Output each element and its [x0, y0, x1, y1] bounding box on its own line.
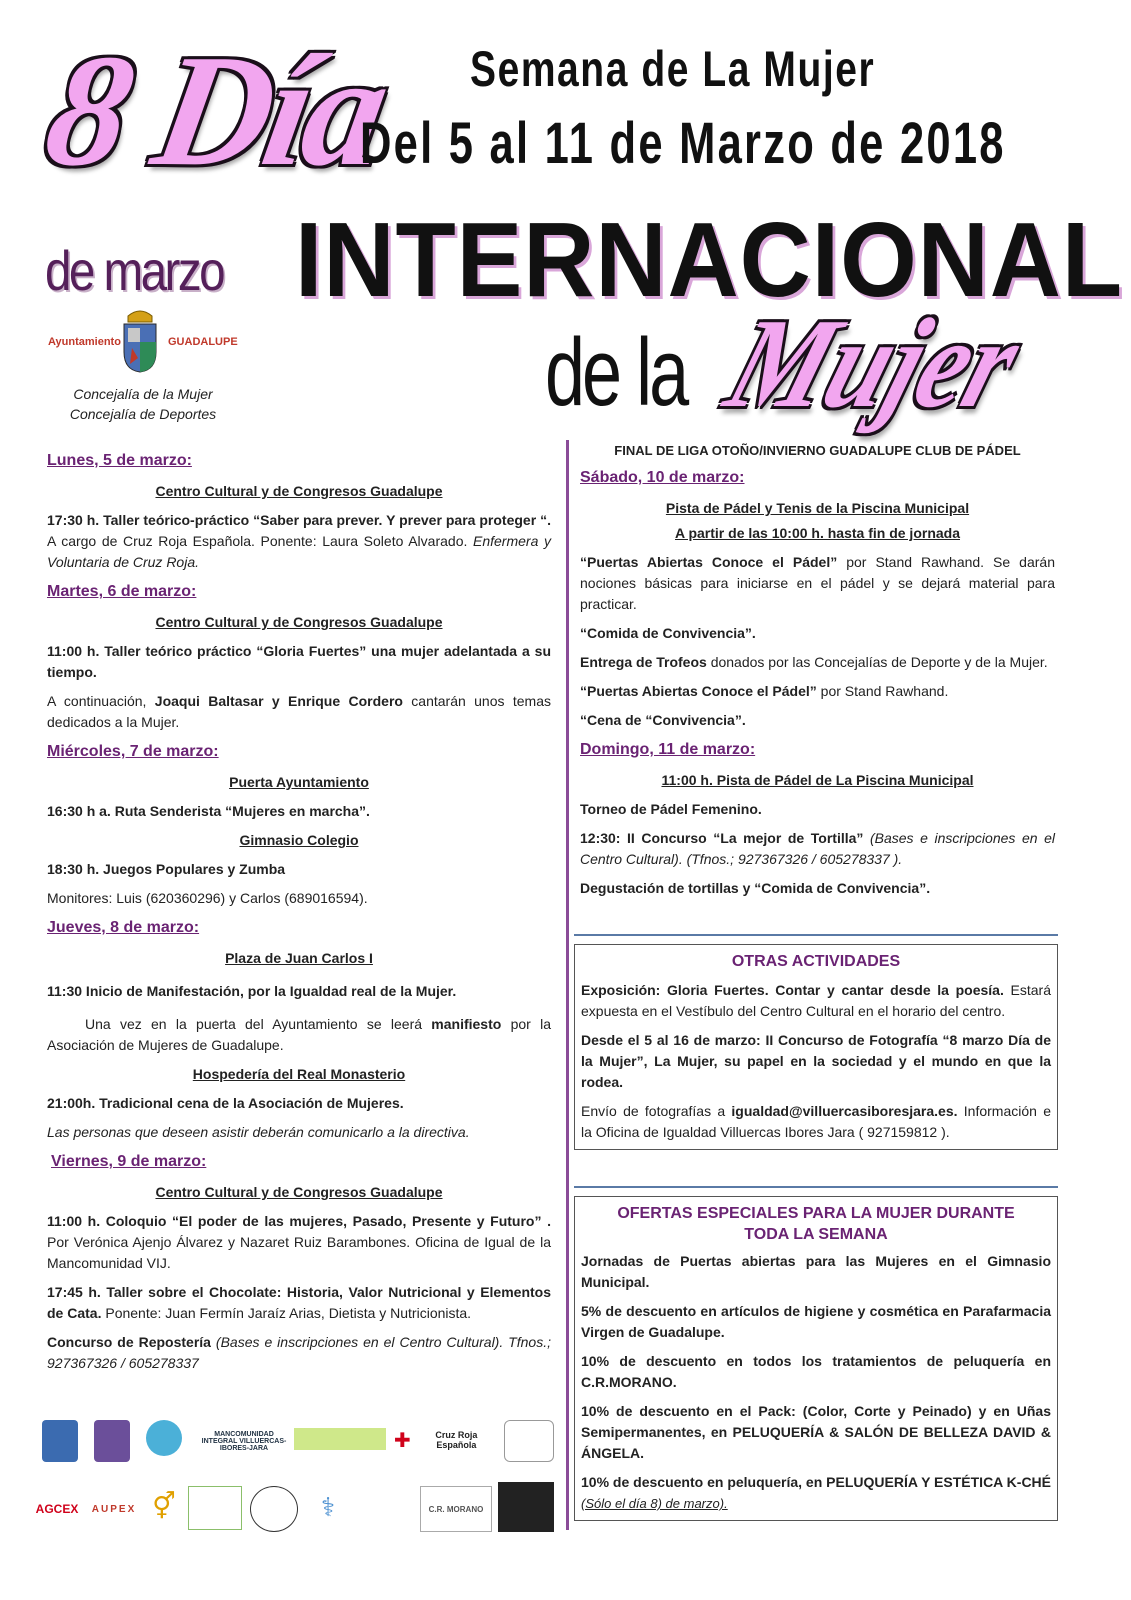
event-desc: por Stand Rawhand. Se darán nociones básicas para iniciarse en el pádel y se dejará material para practicar.: [580, 554, 1055, 612]
semana-title: Semana de La Mujer: [470, 41, 876, 97]
event-text: [47, 1282, 551, 1324]
offer-title: 10% de descuento en peluquería, en PELUQUERÍA Y ESTÉTICA K-CHÉ: [581, 1474, 1051, 1490]
otras-actividades-title: OTRAS ACTIVIDADES: [731, 953, 901, 970]
event-desc: donados por las Concejalías de Deporte y de la Mujer.: [706, 654, 1048, 670]
otras-actividades-box: [574, 944, 1058, 1150]
logo-cruz-roja: [394, 1430, 498, 1450]
gender-symbol-icon: ⚥: [152, 1490, 176, 1521]
day-heading: Sábado, 10 de marzo:: [580, 469, 745, 486]
offer-item: 5% de descuento en artículos de higiene y cosmética en Parafarmacia Virgen de Guadalupe.: [581, 1303, 1051, 1340]
logo-igualdad-icon: [146, 1420, 182, 1456]
mujer-title: Mujer: [712, 292, 1037, 434]
event-text: [47, 1014, 551, 1056]
event-desc: cantarán unos temas dedicados a la Mujer.: [47, 693, 551, 730]
title-8-dia: 8 Día: [34, 21, 396, 199]
logo-seal-icon: [250, 1486, 298, 1532]
event-desc: por Stand Rawhand.: [816, 683, 949, 699]
offer-item: Jornadas de Puertas abiertas para las Mujeres en el Gimnasio Municipal.: [581, 1253, 1051, 1290]
concejalias: [50, 384, 236, 424]
activity-title: Desde el 5 al 16 de marzo: II Concurso de Fotografía “8 marzo Día de la Mujer”, La Mujer, su papel en la sociedad y el mundo en que la rodea.: [581, 1032, 1051, 1090]
event-desc: A continuación,: [47, 693, 155, 709]
event-text: [47, 1332, 551, 1374]
logo-club-padel-icon: [504, 1420, 554, 1462]
activity-desc: Información e la Oficina de Igualdad Villuercas Ibores Jara ( 927159812 ).: [581, 1103, 1051, 1140]
activity-desc: Estará expuesta en el Vestíbulo del Centro Cultural en el horario del centro.: [581, 982, 1051, 1019]
event-desc: por la Asociación de Mujeres de Guadalupe.: [47, 1016, 551, 1053]
section-divider: [574, 934, 1058, 936]
logo-guadalupe-icon: [42, 1420, 78, 1462]
day-heading: Miércoles, 7 de marzo:: [47, 743, 219, 760]
right-column: [580, 440, 1055, 907]
venue: Centro Cultural y de Congresos Guadalupe: [155, 483, 443, 499]
guadalupe-label: GUADALUPE: [168, 336, 238, 348]
offer-item: 10% de descuento en todos los tratamientos de peluquería en C.R.MORANO.: [581, 1353, 1051, 1390]
sponsor-logos: [36, 1420, 556, 1550]
event-desc: A cargo de Cruz Roja Española. Ponente: Laura Soleto Alvarado.: [47, 533, 473, 549]
event-desc: Por Verónica Ajenjo Álvarez y Nazaret Ruiz Barambones. Oficina de Igual de la Mancomunidad VIJ.: [47, 1234, 551, 1271]
event-title: “Puertas Abiertas Conoce el Pádel”: [580, 683, 817, 699]
cruz-roja-label: Cruz Roja Española: [435, 1430, 478, 1450]
dates-title: Del 5 al 11 de Marzo de 2018: [360, 111, 1006, 176]
ayuntamiento-logo: [48, 308, 238, 378]
logo-parafarmacia-icon: ⚕: [320, 1491, 336, 1522]
logo-david-angela-icon: [352, 1490, 412, 1528]
day-heading: Viernes, 9 de marzo:: [51, 1153, 207, 1170]
event-title: 18:30 h. Juegos Populares y Zumba: [47, 861, 286, 877]
day-heading: Domingo, 11 de marzo:: [580, 741, 756, 758]
ofertas-title-line2: TODA LA SEMANA: [744, 1226, 888, 1243]
performers: Joaqui Baltasar y Enrique Cordero: [154, 693, 403, 709]
event-title: 11:30 Inicio de Manifestación, por la Igualdad real de la Mujer.: [47, 983, 457, 999]
event-title: 11:00 h. Coloquio “El poder de las mujeres, Pasado, Presente y Futuro” .: [47, 1213, 551, 1229]
ofertas-title-line1: OFERTAS ESPECIALES PARA LA MUJER DURANTE: [617, 1205, 1015, 1222]
venue: Gimnasio Colegio: [239, 832, 359, 848]
day-heading: Jueves, 8 de marzo:: [47, 919, 200, 936]
internacional-title: INTERNACIONAL: [295, 201, 1124, 319]
logo-farmacia-icon: [188, 1486, 242, 1530]
event-title: 16:30 h a. Ruta Senderista “Mujeres en marcha”.: [47, 803, 370, 819]
venue: 11:00 h. Pista de Pádel de La Piscina Municipal: [661, 772, 974, 788]
activity-text: [581, 980, 1051, 1022]
event-title: Degustación de tortillas y “Comida de Convivencia”.: [580, 880, 931, 896]
event-text: [580, 552, 1055, 615]
logo-biblioteca-icon: [94, 1420, 130, 1462]
event-desc: Monitores: Luis (620360296) y Carlos (689016594).: [47, 890, 368, 906]
concejalia-mujer: Concejalía de la Mujer: [73, 386, 213, 402]
ayuntamiento-label: Ayuntamiento: [48, 336, 121, 348]
event-desc: Una vez en la puerta del Ayuntamiento se leerá: [85, 1016, 432, 1032]
offer-item: [581, 1472, 1051, 1514]
event-text: [580, 652, 1055, 673]
event-text: [47, 1211, 551, 1274]
column-divider: [566, 440, 569, 1530]
event-text: [580, 828, 1055, 870]
offer-note: (Sólo el día 8) de marzo).: [581, 1496, 728, 1511]
day-heading: Lunes, 5 de marzo:: [47, 452, 192, 469]
venue: Puerta Ayuntamiento: [229, 774, 369, 790]
activity-text: [581, 1101, 1051, 1143]
event-title: “Puertas Abiertas Conoce el Pádel”: [580, 554, 838, 570]
logo-agcex: AGCEX: [35, 1502, 79, 1516]
event-text: [580, 681, 1055, 702]
event-title: “Cena de “Convivencia”.: [580, 712, 746, 728]
venue: Hospedería del Real Monasterio: [192, 1066, 406, 1082]
ofertas-title: [581, 1203, 1051, 1245]
logo-cr-morano: C.R. MORANO: [420, 1486, 492, 1532]
offer-item: 10% de descuento en el Pack: (Color, Corte y Peinado) y en Uñas Semipermanentes, en PELUQUERÍA & SALÓN DE BELLEZA DAVID & ÁNGELA.: [581, 1403, 1051, 1461]
event-desc: Ponente: Juan Fermín Jaraíz Arias, Dietista y Nutricionista.: [101, 1305, 472, 1321]
event-note: (Bases e inscripciones en el Centro Cultural). (Tfnos.; 927367326 / 605278337 ).: [580, 830, 1056, 867]
event-text: [47, 691, 551, 733]
left-column: [47, 444, 551, 1382]
venue: Plaza de Juan Carlos I: [225, 950, 373, 966]
event-title: Torneo de Pádel Femenino.: [580, 801, 762, 817]
logo-diputacion-icon: [294, 1428, 386, 1450]
ofertas-box: [574, 1196, 1058, 1521]
venue: Centro Cultural y de Congresos Guadalupe: [155, 1184, 443, 1200]
venue: Pista de Pádel y Tenis de la Piscina Municipal: [665, 500, 970, 516]
event-title: “Comida de Convivencia”.: [580, 625, 756, 641]
event-title: Concurso de Repostería: [47, 1334, 211, 1350]
activity-desc: Envío de fotografías a: [581, 1103, 732, 1119]
logo-k-che-icon: [498, 1482, 554, 1532]
final-liga-heading: FINAL DE LIGA OTOÑO/INVIERNO GUADALUPE CLUB DE PÁDEL: [614, 443, 1021, 458]
red-cross-icon: ✚: [394, 1429, 411, 1452]
day-heading: Martes, 6 de marzo:: [47, 583, 197, 600]
event-note: Las personas que deseen asistir deberán comunicarlo a la directiva.: [47, 1124, 470, 1140]
concejalia-deportes: Concejalía de Deportes: [69, 406, 217, 422]
manifiesto-text: manifiesto: [431, 1016, 502, 1032]
event-text: [47, 510, 551, 573]
event-title: 11:00 h. Taller teórico práctico “Gloria Fuertes” una mujer adelantada a su tiempo.: [47, 643, 551, 680]
activity-title: Exposición: Gloria Fuertes. Contar y cantar desde la poesía.: [581, 982, 1004, 998]
logo-mancomunidad: MANCOMUNIDAD INTEGRAL VILLUERCAS-IBORES-JARA: [201, 1430, 287, 1452]
venue: Centro Cultural y de Congresos Guadalupe: [155, 614, 443, 630]
event-title: 12:30: II Concurso “La mejor de Tortilla”: [580, 830, 864, 846]
de-la-text: de la: [545, 319, 687, 426]
coat-of-arms-icon: [120, 308, 160, 374]
logo-aupex: AUPEX: [91, 1503, 137, 1515]
event-note: (Bases e inscripciones en el Centro Cultural). Tfnos.; 927367326 / 605278337: [47, 1334, 551, 1371]
event-note: Enfermera y Voluntaria de Cruz Roja.: [47, 533, 551, 570]
event-title: 17:45 h. Taller sobre el Chocolate: Historia, Valor Nutricional y Elementos de Cata.: [47, 1284, 551, 1321]
de-marzo-text: de marzo: [45, 239, 224, 302]
event-title: 17:30 h. Taller teórico-práctico “Saber para prever. Y prever para proteger “.: [47, 512, 551, 528]
venue-time: A partir de las 10:00 h. hasta fin de jornada: [674, 525, 960, 541]
event-title: Entrega de Trofeos: [580, 654, 707, 670]
event-title: 21:00h. Tradicional cena de la Asociación de Mujeres.: [47, 1095, 404, 1111]
section-divider: [574, 1186, 1058, 1188]
email-link[interactable]: igualdad@villuercasiboresjara.es.: [731, 1103, 958, 1119]
